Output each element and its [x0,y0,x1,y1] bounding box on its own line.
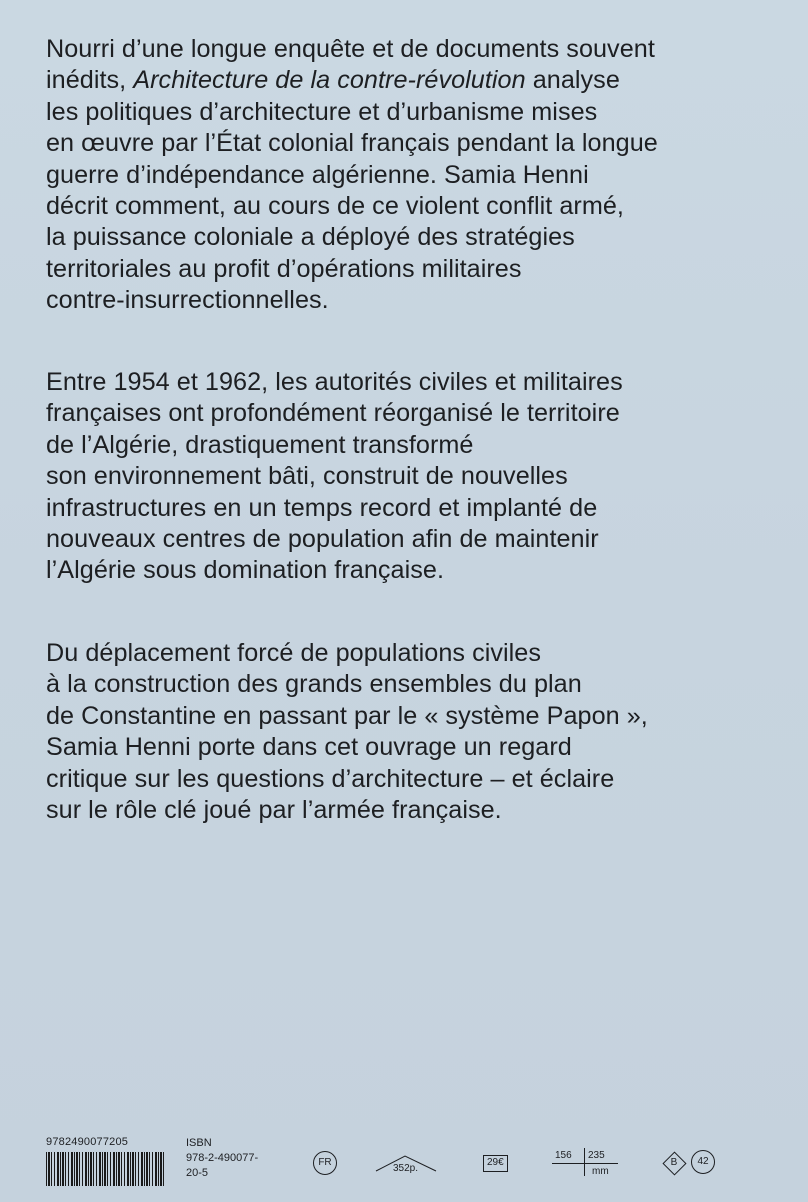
text-line: guerre d’indépendance algérienne. Samia Henni [46,160,589,189]
text-line: à la construction des grands ensembles du plan [46,670,582,699]
text-line: nouveaux centres de population afin de maintenir [46,525,599,554]
text-line: françaises ont profondément réorganisé le territoire [46,399,620,428]
text-line: la puissance coloniale a déployé des stratégies [46,223,575,252]
text-line: critique sur les questions d’architecture – et éclaire [46,764,615,793]
format-unit: mm [592,1166,609,1177]
text-line: son environnement bâti, construit de nouvelles [46,462,568,491]
isbn-line: 978-2-490077- [186,1152,259,1164]
text-line: Du déplacement forcé de populations civiles [46,639,541,667]
text-segment: inédits, [46,66,134,95]
paragraph-intro [46,34,766,317]
isbn-block [186,1136,258,1181]
divider [584,1148,585,1176]
text-line: de Constantine en passant par le « système Papon », [46,701,648,730]
text-line: infrastructures en un temps record et implanté de [46,493,598,522]
text-segment: analyse [525,66,620,95]
text-line: territoriales au profit d’opérations militaires [46,254,522,283]
isbn-line: 20-5 [186,1167,209,1179]
format-dimensions [552,1148,622,1182]
text-line: en œuvre par l’État colonial français pendant la longue [46,129,658,158]
text-line: sur le rôle clé joué par l’armée française. [46,796,502,825]
series-number-badge: 42 [691,1150,715,1174]
price-badge: 29€ [483,1155,508,1172]
book-title: Architecture de la contre-révolution [133,66,526,95]
barcode-number: 9782490077205 [46,1136,129,1148]
barcode-icon [46,1152,164,1186]
text-line: Entre 1954 et 1962, les autorités civiles et militaires [46,368,623,396]
divider [552,1163,618,1164]
format-height: 235 [588,1150,605,1161]
page-count: 352p. [393,1163,419,1174]
isbn-label: ISBN [186,1137,212,1149]
text-line: contre-insurrectionnelles. [46,286,329,315]
text-line: les politiques d’architecture et d’urbanisme mises [46,97,598,126]
paragraph-context [46,367,766,587]
page-count-badge [375,1150,437,1176]
text-line: Nourri d’une longue enquête et de documents souvent [46,35,655,63]
text-line: de l’Algérie, drastiquement transformé [46,430,474,459]
paragraph-conclusion [46,638,766,826]
format-width: 156 [555,1150,572,1161]
text-line [46,65,766,96]
text-line: l’Algérie sous domination française. [46,556,445,585]
text-line: décrit comment, au cours de ce violent conflit armé, [46,192,624,221]
text-line: Samia Henni porte dans cet ouvrage un regard [46,733,572,762]
language-badge: FR [313,1151,337,1175]
series-letter: B [670,1157,678,1168]
